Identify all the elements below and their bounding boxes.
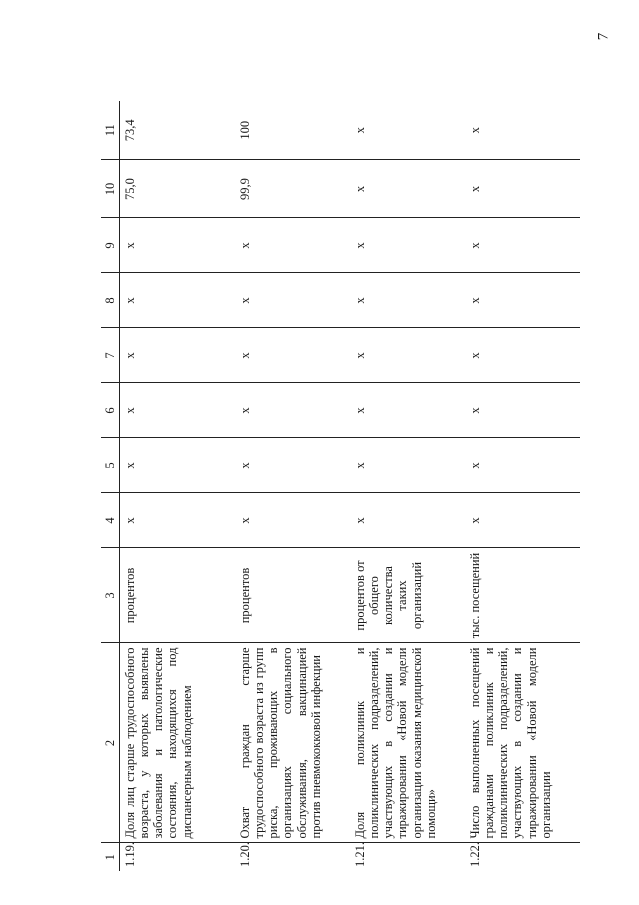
indicators-table — [101, 101, 580, 871]
value-cell: x — [465, 493, 580, 548]
column-header: 5 — [101, 438, 120, 493]
value-cell: x — [350, 438, 465, 493]
value-cell: x — [235, 493, 350, 548]
row-number: 1.21. — [353, 842, 367, 867]
value-cell: x — [120, 218, 236, 273]
row-number: 1.20. — [238, 842, 252, 867]
value-cell: x — [120, 438, 236, 493]
value-cell: 99,9 — [235, 160, 350, 218]
value-cell: x — [465, 328, 580, 383]
table-row — [465, 101, 580, 871]
value-cell: x — [350, 273, 465, 328]
value-cell: x — [465, 160, 580, 218]
column-header: 11 — [101, 101, 120, 160]
page-number: 7 — [595, 32, 612, 41]
value-cell: x — [350, 383, 465, 438]
value-cell: x — [350, 328, 465, 383]
unit-of-measure: тыс. посещений — [465, 548, 580, 643]
value-cell: x — [465, 383, 580, 438]
column-header: 9 — [101, 218, 120, 273]
row-number: 1.19. — [123, 842, 137, 867]
value-cell: x — [120, 328, 236, 383]
value-cell: x — [120, 383, 236, 438]
value-cell: x — [465, 273, 580, 328]
value-cell: x — [350, 101, 465, 160]
unit-of-measure: процентов — [235, 548, 350, 643]
rotated-table-container — [101, 101, 631, 871]
value-cell: 75,0 — [120, 160, 236, 218]
column-header: 7 — [101, 328, 120, 383]
value-cell: x — [235, 273, 350, 328]
value-cell: x — [465, 101, 580, 160]
table-row — [120, 101, 236, 871]
value-cell: x — [235, 218, 350, 273]
column-header: 8 — [101, 273, 120, 328]
table-row — [350, 101, 465, 871]
value-cell: x — [350, 493, 465, 548]
unit-of-measure: процентов от общего количества таких организаций — [350, 548, 465, 643]
indicator-name: Доля поликлиник и поликлинических подразделений, участвующих в создании и тиражировании «Новой модели организации оказания медицинской помощи» — [350, 643, 465, 843]
value-cell: x — [235, 328, 350, 383]
value-cell: 100 — [235, 101, 350, 160]
row-number: 1.22. — [468, 842, 482, 867]
indicator-name: Охват граждан старше трудоспособного возраста из групп риска, проживающих в организациях социального обслуживания, вакцинацией против пневмококковой инфекции — [235, 643, 350, 843]
column-header: 4 — [101, 493, 120, 548]
indicator-name: Число выполненных посещений гражданами поликлиник и поликлинических подразделений, участвующих в создании и тиражировании «Новой модели организации — [465, 643, 580, 843]
column-header-row — [101, 101, 120, 871]
column-header: 6 — [101, 383, 120, 438]
column-header: 2 — [101, 643, 120, 843]
column-header: 1 — [101, 843, 120, 871]
indicator-name: Доля лиц старше трудоспособного возраста, у которых выявлены заболевания и патологические состояния, находящихся под диспансерным наблюдением — [120, 643, 236, 843]
table-row — [235, 101, 350, 871]
value-cell: x — [350, 160, 465, 218]
value-cell: 73,4 — [120, 101, 236, 160]
unit-of-measure: процентов — [120, 548, 236, 643]
column-header: 10 — [101, 160, 120, 218]
value-cell: x — [465, 218, 580, 273]
value-cell: x — [465, 438, 580, 493]
value-cell: x — [120, 493, 236, 548]
value-cell: x — [120, 273, 236, 328]
value-cell: x — [350, 218, 465, 273]
column-header: 3 — [101, 548, 120, 643]
value-cell: x — [235, 383, 350, 438]
value-cell: x — [235, 438, 350, 493]
